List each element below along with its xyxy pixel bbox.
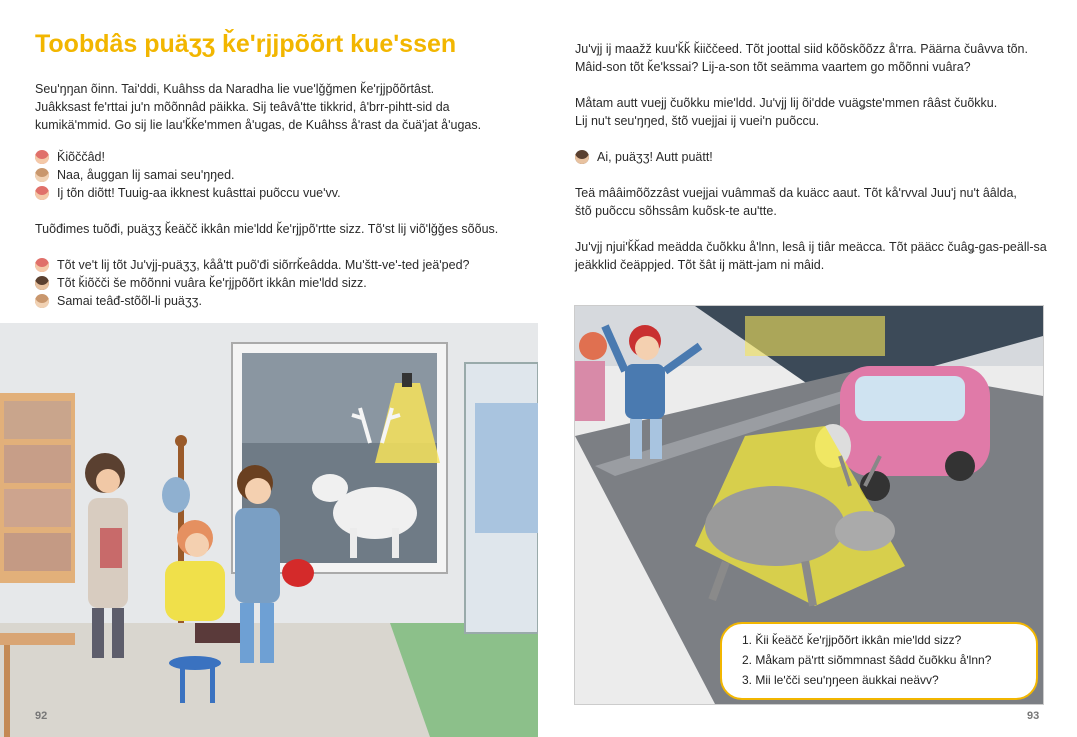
dialog-text: Ij tõn diõtt! Tuuig-aa ikknest kuâsttai puõccu vueʹvv. (57, 186, 341, 200)
text-line: Lij nuʹt seuʹŋŋed, štõ vuejjai ij vueiʹn puõccu. (575, 114, 820, 128)
dialog-line (575, 148, 713, 166)
dialog-text: Ai, puäʒʒ! Autt puätt! (597, 150, 713, 164)
dialog-text: Tõt ǩiõčči še mõõnni vuâra ǩeʹrjjpõõrt ikkân mieʹldd sizz. (57, 276, 367, 290)
dialog-text: Tõt veʹt lij tõt Juʹvjj-puäʒʒ, kåå'tt puõʹđi siõrrǩeâdda. Muʹštt-veʹ-ted jeäʹped? (57, 258, 470, 272)
text-line: Teä mââimõõzzâst vuejjai vuâmmaš da kuäcc aaut. Tõt kåʹrvval Juuʹj nuʹt ââlda, (575, 186, 1017, 200)
question-item: 2. Måkam päʹrtt siõmmnast šâdd čuõkku åʹlnn? (742, 653, 992, 667)
dialog-text: Naa, åuggan lij samai seuʹŋŋed. (57, 168, 235, 182)
page-number-right: 93 (1027, 710, 1040, 722)
dialog-line (35, 184, 341, 202)
page-title: Toobdâs puäʒʒ ǩeʹrjjpõõrt kueʹssen (35, 30, 457, 58)
girl-avatar-icon (35, 150, 49, 164)
right-paragraph-1 (575, 40, 1028, 76)
question-item: 3. Mii leʹčči seuʹŋŋeen äukkai neävv? (742, 673, 939, 687)
library-illustration-svg (0, 323, 538, 737)
dialog-line (35, 256, 469, 274)
dialog-line (35, 274, 469, 292)
dialog-text: Samai teâđ-stõõl-li puäʒʒ. (57, 294, 202, 308)
text-line: Seuʹŋŋan õinn. Taiʹddi, Kuâhss da Naradha lie vueʹlǧǧmen ǩeʹrjjpõõrtâst. (35, 82, 435, 96)
dialog-line (35, 292, 469, 310)
text-line: Juâkksast feʹrttai juʹn mõõnnâd päikka. Sij teâvâʹtte tikkrid, âʹbrr-pihtt-sid da (35, 100, 450, 114)
left-paragraph-2 (35, 220, 498, 238)
girl-avatar-icon (35, 258, 49, 272)
left-dialog-2 (35, 256, 469, 310)
text-line: kumikäʹmmid. Go sij lie lauʹǩǩeʹmmen åʹugas, de Kuâhss åʹrast da čuäʹjat åʹugas. (35, 118, 482, 132)
girl-avatar-icon (35, 186, 49, 200)
right-paragraph-2 (575, 94, 997, 130)
text-line: Mâid-son tõt ǩeʹkssai? Lij-a-son tõt seämma vaartem go mõõnni vuâra? (575, 60, 971, 74)
boy-avatar-icon (35, 294, 49, 308)
questions-box (720, 622, 1038, 700)
dialog-line (35, 148, 341, 166)
boy-avatar-icon (35, 168, 49, 182)
question-item: 1. Ǩii ǩeäčč ǩeʹrjjpõõrt ikkân mieʹldd sizz? (742, 633, 962, 647)
text-line: jeäkklid čeäppjed. Tõt šât ij mätt-jam ni mâid. (575, 258, 825, 272)
text-line: Tuõđimes tuõđi, puäʒʒ ǩeäčč ikkân mieʹldd ǩeʹrjjpõʹrtte sizz. Tõʹst lij viõʹlǧǧes sõõus. (35, 222, 499, 236)
text-line: Måtam autt vuejj čuõkku mieʹldd. Juʹvjj lij õiʹdde vuäǥsteʹmmen rââst čuõkku. (575, 96, 998, 110)
right-paragraph-3 (575, 184, 1017, 220)
dialog-text: Ǩiõččâd! (57, 150, 105, 164)
text-line: Juʹvjj ij maažž kuuʹǩǩ ǩiiččeed. Tõt joottal siid kõõskõõzz åʹrra. Päärna čuâvva tõn. (575, 42, 1028, 56)
left-dialog-1 (35, 148, 341, 202)
text-line: štõ puõccu sõhssâm kuõsk-te auʹtte. (575, 204, 777, 218)
right-paragraph-4 (575, 238, 1047, 274)
dialog-line (35, 166, 341, 184)
woman-avatar-icon (575, 150, 589, 164)
right-dialog (575, 148, 713, 166)
library-reindeer-window-illustration (0, 323, 538, 737)
page-number-left: 92 (35, 710, 48, 722)
left-paragraph-1 (35, 80, 481, 134)
woman-avatar-icon (35, 276, 49, 290)
text-line: Juʹvjj njuiʹǩǩad meädda čuõkku åʹlnn, lesâ ij tiâr meäcca. Tõt pääcc čuâǥ-gas-peäll-sa (575, 240, 1047, 254)
